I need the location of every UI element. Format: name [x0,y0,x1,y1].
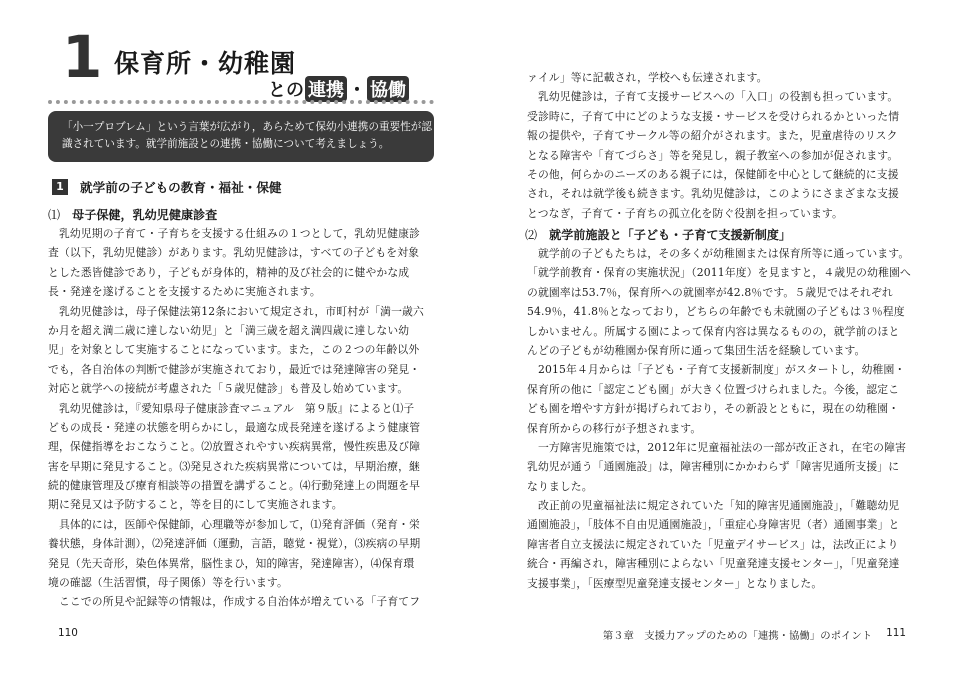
body-line: 報の提供や，子育てサークル等の紹介がされます。また，児童虐待のリスク [527,129,898,143]
body-line: 保育所からの移行が予想されます。 [527,421,702,435]
subsection-number: ⑴ [48,208,61,222]
chapter-number: 1 [62,23,103,91]
section-number-badge: 1 [52,179,68,195]
right-body-text-a [527,68,927,223]
body-line: 続的健康管理及び療育相談等の措置を講ずること。⑷行動発達上の問題を早 [48,479,421,493]
running-header [603,627,906,642]
body-line: 54.9％，41.8％となっており，どちらの年齢でも未就園の子どもは３％程度 [527,305,905,319]
body-line: 養状態，身体計測），⑵発達評価（運動，言語，聴覚・視覚），⑶疾病の早期 [48,537,421,551]
body-line: 2015年４月からは「子ども・子育て支援新制度」がスタートし，幼稚園・ [527,363,906,377]
body-line: んどの子どもが幼稚園か保育所に通って集団生活を経験しています。 [527,343,866,357]
body-line: され，それは就学後も続きます。乳幼児健診は，このようにさまざまな支援 [527,187,899,201]
body-line: となる障害や「育てづらさ」等を発見し，親子教室への参加が促されます。 [527,148,899,162]
right-page-number: 111 [886,627,906,639]
body-line: 受診時に，子育て中にどのような支援・サービスを受けられるかといった情 [527,109,900,123]
chapter-subtitle [268,76,410,102]
body-line: 通園施設」，「肢体不自由児通園施設」，「重症心身障害児（者）通園事業」と [527,518,900,532]
body-line: 乳幼児が通う「通園施設」は，障害種別にかかわらず「障害児通所支援」に [527,460,900,474]
chapter-title: 保育所・幼稚園 [114,49,297,78]
body-line: 改正前の児童福祉法に規定されていた「知的障害児通園施設」，「難聴幼児 [527,499,900,513]
body-line: 対応と就学への接続が考慮された「５歳児健診」も普及し始めています。 [48,382,409,396]
body-line: 乳幼児健診は，母子保健法第12条において規定され，市町村が「満一歳六 [48,304,424,318]
intro-line: 「小一プロブレム」という言葉が広がり，あらためて保幼小連携の重要性が認 [62,121,432,133]
body-line: 長・発達を遂げることを支援するために実施されます。 [48,285,321,299]
section-heading [52,177,282,196]
intro-box [48,111,434,162]
body-line: 具体的には，医師や保健師，心理職等が参加して，⑴発育評価（発育・栄 [48,517,420,531]
body-line: 支援事業」，「医療型児童発達支援センター」となりました。 [527,576,823,590]
subtitle-highlight-renkei: 連携 [305,76,347,102]
body-line: 害を早期に発見すること。⑶発見された疾病異常については，早期治療，継 [48,459,420,473]
body-line: とつなぎ，子育て・子育ちの孤立化を防ぐ役割を担っています。 [527,206,843,220]
chapter-running-title: 第３章 支援力アップのための「連携・協働」のポイント [602,630,873,642]
body-line: ども園を増やす方針が掲げられており，その新設とともに，現在の幼稚園・ [527,402,900,416]
body-line: 就学前の子どもたちは，その多くが幼稚園または保育所等に通っています。 [527,247,910,260]
subtitle-separator: ・ [348,80,366,101]
subsection-number: ⑵ [525,228,538,242]
subsection-title: 母子保健，乳幼児健康診査 [72,208,218,222]
section-title: 就学前の子どもの教育・福祉・保健 [80,180,282,195]
left-page-number: 110 [58,627,78,639]
body-line: 理，保健指導をおこなうこと。⑵放置されやすい疾病異常，慢性疾患及び障 [48,440,421,454]
dotted-divider [48,100,434,104]
body-line: 期に発見又は予防すること，等を目的にして実施されます。 [48,498,343,512]
body-line: 査（以下，乳幼児健診）があります。乳幼児健診は，すべての子どもを対象 [48,246,420,260]
subsection-title: 就学前施設と「子ども・子育て支援新制度」 [549,228,791,242]
body-line: その他，何らかのニーズのある親子には，保健師を中心として継続的に支援 [527,167,899,181]
body-line: しかいません。所属する園によって保育内容は異なるものの，就学前のほと [527,324,900,338]
subsection-heading-1 [48,206,217,223]
body-line: 一方障害児施策では，2012年に児童福祉法の一部が改正され，在宅の障害 [527,440,907,454]
body-line: 保育所の他に「認定こども園」が大きく位置づけられました。今後，認定こ [527,382,900,396]
body-line: 「就学前教育・保育の実施状況」（2011年度）を見ますと，４歳児の幼稚園へ [527,266,911,280]
body-line: とした悉皆健診であり，子どもが身体的，精神的及び社会的に健やかな成 [48,265,410,279]
body-line: どもの成長・発達の状態を明らかにし，最適な成長発達を遂げるよう健康管 [48,420,421,434]
body-line: 障害者自立支援法に規定されていた「児童デイサービス」は，法改正により [527,537,899,551]
intro-line: 識されています。就学前施設との連携・協働について考えましょう。 [62,138,390,150]
body-line: 統合・再編され，障害種別によらない「児童発達支援センター」，「児童発達 [527,557,900,571]
right-body-text-b [527,244,927,593]
body-line: 発見（先天奇形，染色体異常，脳性まひ，知的障害，発達障害），⑷保育環 [48,556,415,570]
body-line: の就園率は53.7％，保育所への就園率が42.8％です。５歳児ではそれぞれ [527,285,893,299]
body-line: ァイル」等に記載され，学校へも伝達されます。 [527,71,768,84]
body-line: 乳幼児健診は，子育て支援サービスへの「入口」の役割も担っています。 [527,90,899,104]
subtitle-highlight-kyodo: 協働 [367,76,409,102]
body-line: でも，各自治体の判断で健診が実施されており，最近では発達障害の発見・ [48,362,421,376]
body-line: 乳幼児健診は，『愛知県母子健康診査マニュアル 第９版』によると⑴子 [48,401,415,415]
left-body-text [48,224,438,612]
body-line: か月を超え満二歳に達しない幼児」と「満三歳を超え満四歳に達しない幼 [48,323,410,337]
subtitle-prefix: との [268,80,304,101]
body-line: なりました。 [527,479,593,493]
body-line: ここでの所見や記録等の情報は，作成する自治体が増えている「子育てフ [48,595,421,609]
body-line: 境の確認（生活習慣，母子関係）等を行います。 [48,576,288,590]
right-page [480,0,960,680]
body-line: 児」を対象として実施することになっています。また，この２つの年齢以外 [48,343,420,357]
subsection-heading-2 [525,226,791,243]
body-line: 乳幼児期の子育て・子育ちを支援する仕組みの１つとして，乳幼児健康診 [48,227,420,240]
